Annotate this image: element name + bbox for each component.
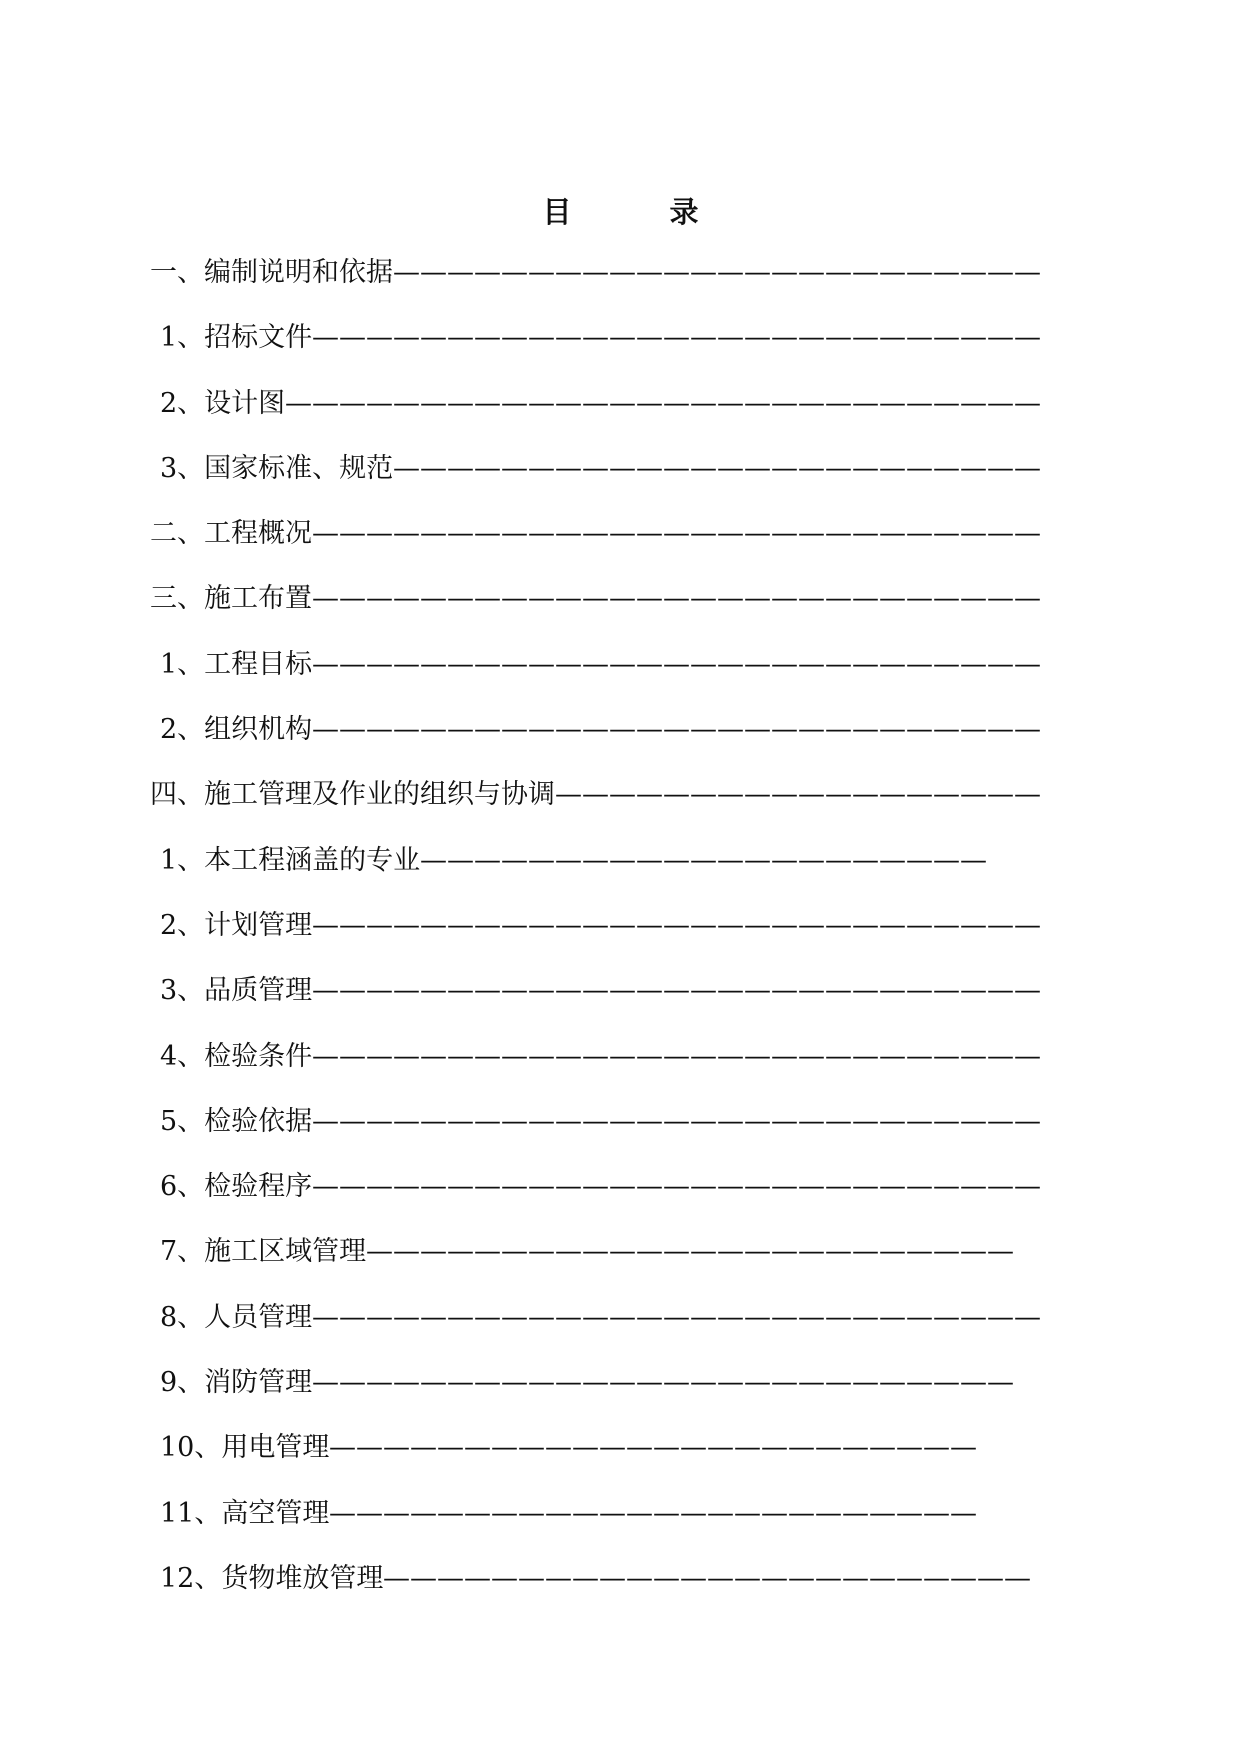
toc-list bbox=[0, 253, 1241, 1624]
toc-entry[interactable] bbox=[0, 449, 1241, 514]
toc-entry-leader: ——————————————————————————— bbox=[312, 648, 1041, 680]
toc-entry[interactable] bbox=[0, 384, 1241, 449]
toc-entry-text: 四、施工管理及作业的组织与协调 bbox=[150, 779, 555, 811]
toc-entry[interactable] bbox=[0, 1363, 1241, 1428]
toc-entry-leader: ——————————————————————————— bbox=[312, 583, 1041, 615]
toc-entry[interactable] bbox=[0, 253, 1241, 318]
toc-entry-leader: ——————————————————————————— bbox=[312, 975, 1041, 1007]
toc-entry-leader: ———————————————————————— bbox=[393, 257, 1041, 288]
toc-entry-leader: ———————————————————————————— bbox=[285, 387, 1041, 419]
toc-entry-leader: ———————————————————————— bbox=[366, 1236, 1014, 1268]
toc-entry[interactable] bbox=[0, 645, 1241, 710]
toc-entry-leader: ——————————————————————————— bbox=[312, 1040, 1041, 1072]
toc-entry-leader: ——————————————————————————— bbox=[312, 909, 1041, 941]
toc-entry[interactable] bbox=[0, 775, 1241, 840]
toc-entry-text: 11、高空管理 bbox=[160, 1497, 330, 1529]
toc-entry-text: 8、人员管理 bbox=[160, 1301, 313, 1333]
toc-entry-leader: ———————————————————————— bbox=[383, 1562, 1031, 1594]
toc-entry-leader: ——————————————————————————— bbox=[312, 1301, 1041, 1333]
toc-entry[interactable] bbox=[0, 971, 1241, 1036]
toc-entry-leader: —————————————————————————— bbox=[312, 1367, 1014, 1399]
toc-entry[interactable] bbox=[0, 1037, 1241, 1102]
toc-entry-text: 1、本工程涵盖的专业 bbox=[160, 844, 421, 876]
toc-entry-text: 一、编制说明和依据 bbox=[150, 257, 393, 288]
toc-entry[interactable] bbox=[0, 841, 1241, 906]
toc-entry-text: 10、用电管理 bbox=[160, 1432, 330, 1464]
toc-entry-text: 2、计划管理 bbox=[160, 909, 313, 941]
toc-entry-leader: ——————————————————————————— bbox=[312, 1171, 1041, 1203]
toc-entry-text: 二、工程概况 bbox=[150, 518, 312, 550]
toc-entry-leader: ———————————————————————— bbox=[329, 1432, 977, 1464]
toc-entry-text: 4、检验条件 bbox=[160, 1040, 313, 1072]
toc-entry[interactable] bbox=[0, 710, 1241, 775]
toc-entry[interactable] bbox=[0, 1298, 1241, 1363]
toc-entry-text: 7、施工区域管理 bbox=[160, 1236, 367, 1268]
toc-entry[interactable] bbox=[0, 579, 1241, 644]
toc-entry-leader: ——————————————————————————— bbox=[312, 322, 1041, 354]
toc-entry[interactable] bbox=[0, 514, 1241, 579]
toc-entry-leader: —————————————————— bbox=[555, 779, 1041, 811]
toc-entry-text: 三、施工布置 bbox=[150, 583, 312, 615]
toc-entry[interactable] bbox=[0, 1102, 1241, 1167]
toc-entry-leader: ——————————————————————————— bbox=[312, 1105, 1041, 1137]
toc-entry-text: 6、检验程序 bbox=[160, 1171, 313, 1203]
toc-entry-leader: ————————————————————— bbox=[420, 844, 987, 876]
toc-entry-text: 2、设计图 bbox=[160, 387, 286, 419]
toc-entry[interactable] bbox=[0, 1428, 1241, 1493]
toc-entry[interactable] bbox=[0, 1167, 1241, 1232]
toc-entry[interactable] bbox=[0, 1232, 1241, 1297]
toc-entry-leader: ——————————————————————————— bbox=[312, 518, 1041, 550]
toc-title: 目 录 bbox=[542, 195, 743, 229]
toc-entry-leader: ———————————————————————— bbox=[393, 452, 1041, 484]
toc-entry-text: 1、招标文件 bbox=[160, 322, 313, 354]
toc-entry-text: 3、品质管理 bbox=[160, 975, 313, 1007]
toc-entry-leader: ——————————————————————————— bbox=[312, 714, 1041, 746]
toc-entry[interactable] bbox=[0, 318, 1241, 383]
toc-entry-text: 12、货物堆放管理 bbox=[160, 1562, 384, 1594]
toc-entry-text: 1、工程目标 bbox=[160, 648, 313, 680]
toc-entry-text: 3、国家标准、规范 bbox=[160, 452, 394, 484]
toc-entry-text: 9、消防管理 bbox=[160, 1367, 313, 1399]
toc-entry[interactable] bbox=[0, 1494, 1241, 1559]
toc-entry[interactable] bbox=[0, 906, 1241, 971]
toc-entry[interactable] bbox=[0, 1559, 1241, 1624]
toc-entry-text: 5、检验依据 bbox=[160, 1105, 313, 1137]
toc-entry-text: 2、组织机构 bbox=[160, 714, 313, 746]
toc-entry-leader: ———————————————————————— bbox=[329, 1497, 977, 1529]
